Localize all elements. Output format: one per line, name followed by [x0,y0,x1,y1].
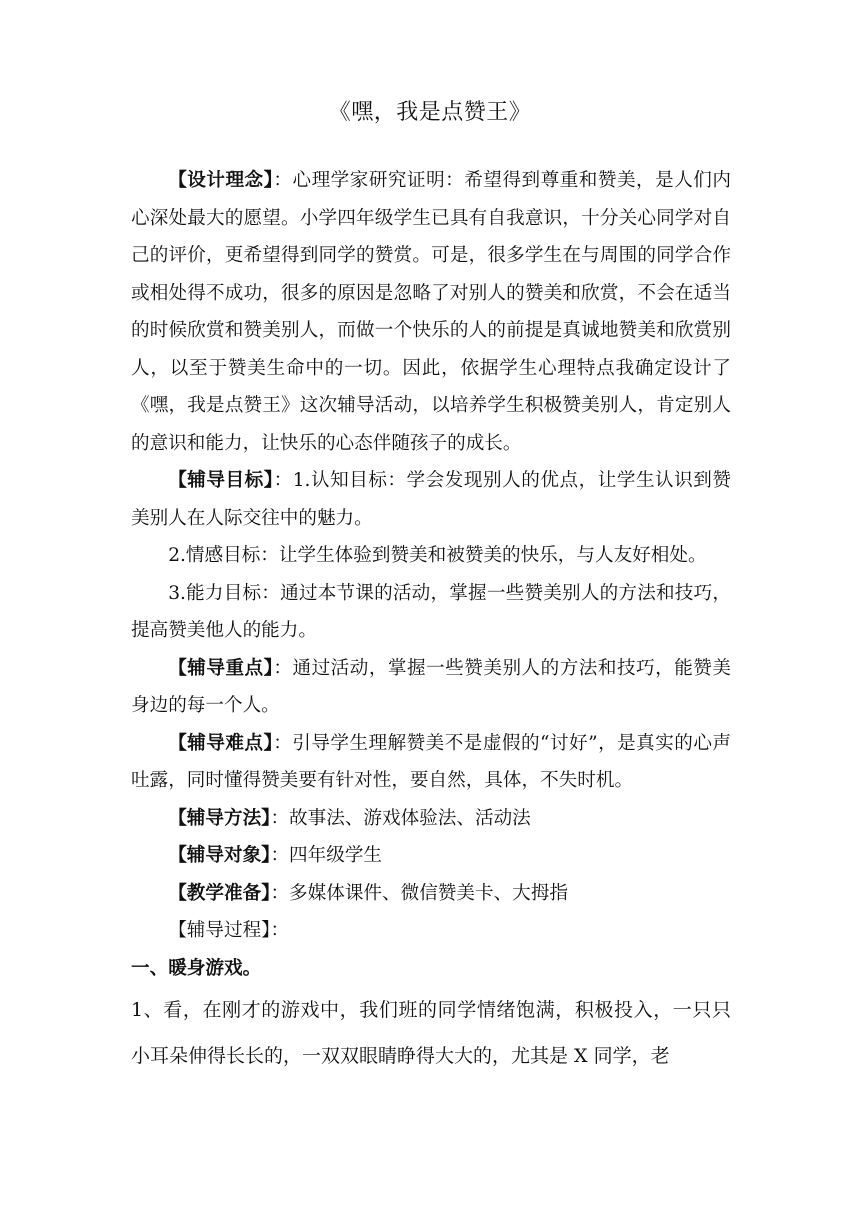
audience-text: ：四年级学生 [270,845,383,866]
audience-paragraph [131,837,731,875]
key-point-paragraph [131,650,731,725]
goals-item-2: 2.情感目标：让学生体验到赞美和被赞美的快乐，与人友好相处。 [168,545,707,566]
process-label: 【辅导过程】 [168,920,271,941]
methods-label: 【辅导方法】 [168,807,271,829]
process-text: ： [270,920,290,941]
difficulty-paragraph [131,725,731,800]
preparation-label: 【教学准备】 [168,882,271,904]
process-paragraph [131,912,731,950]
design-concept-label: 【设计理念】 [168,170,274,191]
difficulty-label: 【辅导难点】 [168,732,274,754]
document-body [131,162,731,1079]
difficulty-text: ：引导学生理解赞美不是虚假的“讨好”，是真实的心声吐露，同时懂得赞美要有针对性，要自然，具体，不失时机。 [131,732,732,791]
document-title: 《嘿，我是点赞王》 [328,100,532,125]
audience-label: 【辅导对象】 [168,845,271,866]
design-concept-paragraph [131,162,731,462]
goals-paragraph [131,462,731,537]
methods-paragraph [131,800,731,838]
goals-item-1: ：1.认知目标：学会发现别人的优点，让学生认识到赞美别人在人际交往中的魅力。 [131,470,731,529]
methods-text: ：故事法、游戏体验法、活动法 [270,807,531,829]
warmup-heading: 一、暖身游戏。 [131,957,262,979]
key-point-text: ：通过活动，掌握一些赞美别人的方法和技巧，能赞美身边的每一个人。 [131,657,731,716]
preparation-paragraph [131,875,731,913]
key-point-label: 【辅导重点】 [168,657,274,679]
design-concept-text: ：心理学家研究证明：希望得到尊重和赞美，是人们内心深处最大的愿望。小学四年级学生已具有自我意识，十分关心同学对自己的评价，更希望得到同学的赞赏。可是，很多学生在与周围的同学合作或相处得不成功，很多的原因是忽略了对别人的赞美和欣赏，不会在适当的时候欣赏和赞美别人，而做一个快乐的人的前提是真诚地赞美和欣赏别人，以至于赞美生命中的一切。因此，依据学生心理特点我确定设计了《嘿，我是点赞王》这次辅导活动，以培养学生积极赞美别人，肯定别人的意识和能力，让快乐的心态伴随孩子的成长。 [131,170,731,454]
warmup-text: 1、看，在刚才的游戏中，我们班的同学情绪饱满，积极投入，一只只小耳朵伸得长长的，一双双眼睛睁得大大的，尤其是 X 同学，老 [131,999,731,1067]
goals-item-3: 3.能力目标：通过本节课的活动，掌握一些赞美别人的方法和技巧，提高赞美他人的能力。 [131,582,731,641]
preparation-text: ：多媒体课件、微信赞美卡、大拇指 [270,882,568,904]
goals-label: 【辅导目标】 [168,470,274,491]
